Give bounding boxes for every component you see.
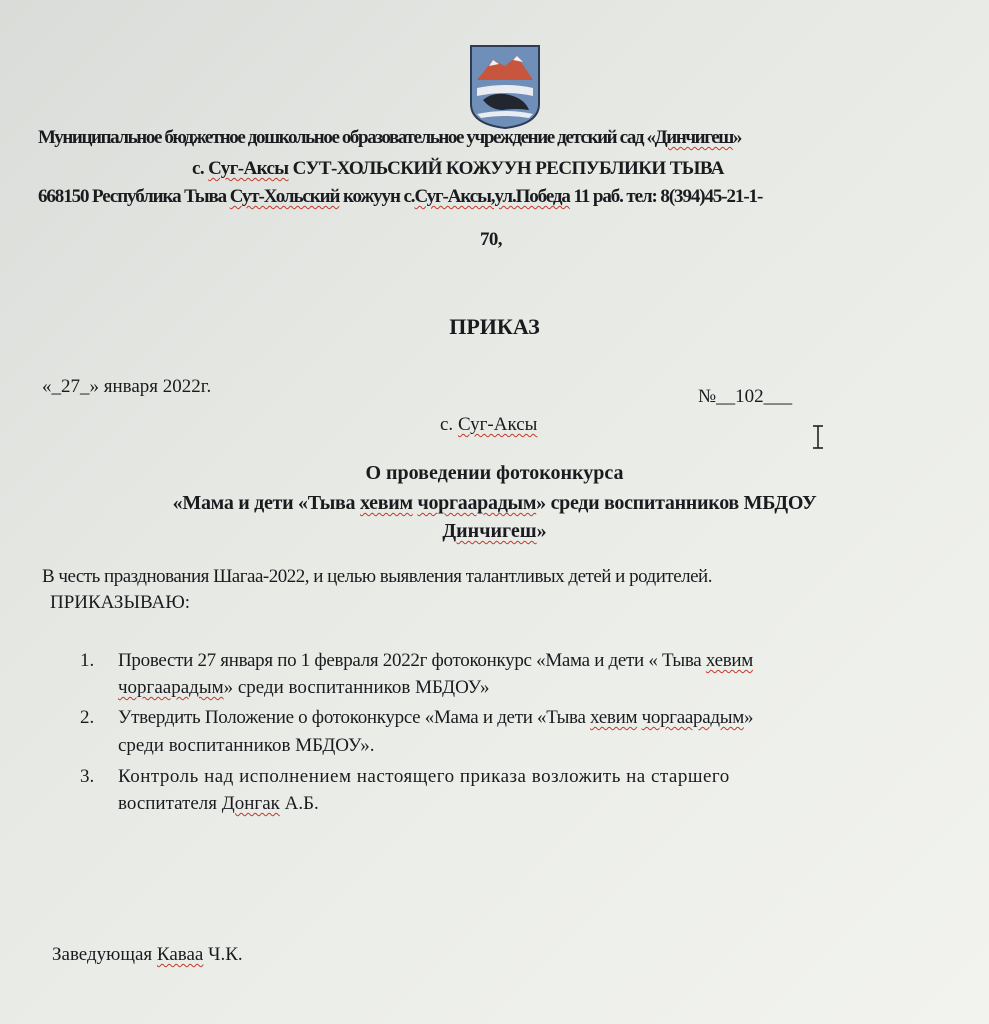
list-item-1-line-2: чоргаарадым» среди воспитанников МБДОУ» bbox=[118, 677, 490, 698]
order-word: ПРИКАЗЫВАЮ: bbox=[50, 592, 191, 613]
list-item-2-number: 2. bbox=[80, 707, 95, 728]
subject-line-3: Динчигеш» bbox=[442, 520, 547, 542]
order-number: №__102___ bbox=[698, 386, 793, 407]
list-item-2-line-1: Утвердить Положение о фотоконкурсе «Мама и дети «Тыва хевим чоргаарадым» bbox=[118, 707, 754, 728]
header-village-line: с. Суг-Аксы СУТ-ХОЛЬСКИЙ КОЖУУН РЕСПУБЛИКИ ТЫВА bbox=[192, 158, 724, 179]
order-date: «_27_» января 2022г. bbox=[42, 376, 212, 397]
list-item-3-number: 3. bbox=[80, 766, 95, 787]
preamble-text: В честь празднования Шагаа-2022, и целью выявления талантливых детей и родителей. bbox=[42, 566, 712, 587]
order-place: с. Суг-Аксы bbox=[440, 414, 538, 435]
header-institution-line: Муниципальное бюджетное дошкольное образовательное учреждение детский сад «Динчигеш» bbox=[38, 127, 741, 148]
header-address-line: 668150 Республика Тыва Сут-Хольский кожуун с.Суг-Аксы,ул.Победа 11 раб. тел: 8(394)45-21-1- bbox=[38, 186, 763, 207]
document-title: ПРИКАЗ bbox=[449, 314, 540, 339]
signature: Заведующая Каваа Ч.К. bbox=[52, 944, 243, 965]
text-cursor-icon bbox=[812, 424, 824, 450]
list-item-3-line-1: Контроль над исполнением настоящего приказа возложить на старшего bbox=[118, 766, 730, 787]
list-item-3-line-2: воспитателя Донгак А.Б. bbox=[118, 793, 319, 814]
list-item-1-number: 1. bbox=[80, 650, 95, 671]
list-item-1-line-1: Провести 27 января по 1 февраля 2022г фотоконкурс «Мама и дети « Тыва хевим bbox=[118, 650, 753, 671]
coat-of-arms-icon bbox=[469, 44, 541, 130]
list-item-2-line-2: среди воспитанников МБДОУ». bbox=[118, 735, 375, 756]
header-address-continuation: 70, bbox=[480, 229, 502, 250]
subject-line-1: О проведении фотоконкурса bbox=[365, 462, 624, 484]
subject-line-2: «Мама и дети «Тыва хевим чоргаарадым» среди воспитанников МБДОУ bbox=[172, 492, 817, 514]
